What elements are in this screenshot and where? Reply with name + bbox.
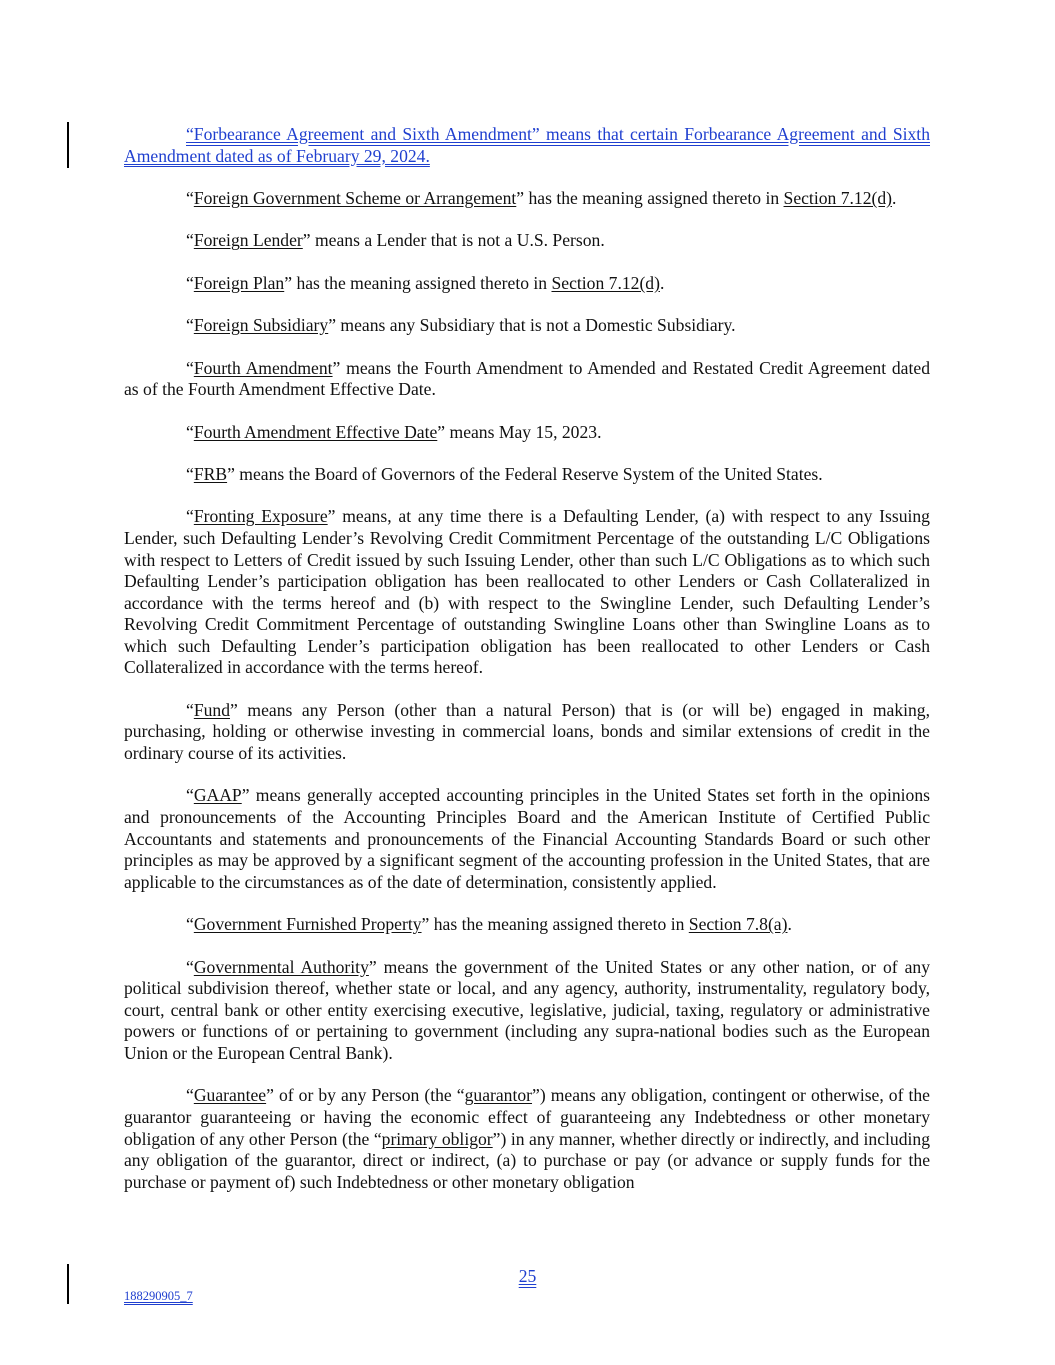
defined-term: Governmental Authority — [193, 956, 369, 977]
definition-text: “ — [186, 187, 194, 208]
definition-fund — [124, 700, 930, 765]
defined-term: Foreign Subsidiary — [193, 315, 329, 336]
definition-foreign-lender — [124, 230, 930, 252]
definition-text: ”) in any manner, whether directly or indirectly, and including any obligation of the guarantor, direct or indirect, (a) to purchase or pay (or advance or supply funds for the purchase or payment of) such Indebtedness or other monetary obligation — [124, 1128, 931, 1192]
definition-text: . — [787, 914, 792, 935]
definition-text: ” means May 15, 2023. — [437, 421, 602, 442]
definition-text: ” means any Person (other than a natural Person) that is (or will be) engaged in making, purchasing, holding or otherwise investing in commercial loans, bonds and similar extensions of credit in the ordinary course of its activities. — [124, 699, 930, 764]
definition-text: “ — [186, 421, 194, 442]
defined-term: Fronting Exposure — [193, 506, 328, 527]
defined-term: Foreign Government Scheme or Arrangement — [193, 187, 517, 208]
definition-text: “ — [186, 230, 194, 251]
definition-text: ” means the Fourth Amendment to Amended and Restated Credit Agreement dated as of the Fourth Amendment Effective Date. — [124, 357, 930, 400]
definition-text: ” means, at any time there is a Defaulting Lender, (a) with respect to any Issuing Lender, such Defaulting Lender’s Revolving Credit Commitment Percentage of the outstanding L/C Obligations with respect to Letters of Credit issued by such Issuing Lender, other than such L/C Obligations as to which such Defaulting Lender’s participation obligation has been reallocated to other Lenders or Cash Collateralized in accordance with the terms hereof and (b) with respect to the Swingline Lender, such Defaulting Lender’s Revolving Credit Commitment Percentage of outstanding Swingline Loans other than Swingline Loans as to which such Defaulting Lender’s participation obligation has been reallocated to other Lenders or Cash Collateralized in accordance with the terms hereof. — [124, 506, 930, 678]
defined-term: Fourth Amendment — [193, 357, 333, 378]
definition-text: ” means the Board of Governors of the Federal Reserve System of the United States. — [227, 463, 823, 484]
definition-guarantee — [124, 1085, 930, 1193]
definition-text: “ — [186, 506, 194, 527]
definition-text: “ — [186, 315, 194, 336]
definition-text: “ — [186, 1085, 194, 1106]
definition-fourth-amendment-effective-date — [124, 422, 930, 444]
defined-term: Section 7.12(d) — [551, 272, 660, 293]
definition-text: “Forbearance Agreement and Sixth Amendment” means that certain Forbearance Agreement and Sixth Amendment dated as of February 29, 2024. — [124, 124, 930, 166]
definition-frb — [124, 464, 930, 486]
definitions-body — [124, 124, 930, 1214]
document-id: 188290905_7 — [124, 1289, 193, 1303]
definition-text: . — [892, 187, 897, 208]
definition-text: “ — [186, 357, 194, 378]
defined-term: Section 7.12(d) — [783, 187, 893, 208]
definition-government-furnished-property — [124, 914, 930, 936]
definition-text: ” means any Subsidiary that is not a Domestic Subsidiary. — [328, 315, 736, 336]
page-number: 25 — [518, 1266, 537, 1286]
defined-term: primary obligor — [381, 1128, 493, 1149]
defined-term: Government Furnished Property — [193, 914, 422, 935]
definition-text: “ — [186, 785, 194, 806]
definition-text: “ — [186, 699, 194, 720]
definition-foreign-plan — [124, 273, 930, 295]
change-bar-top — [67, 122, 69, 168]
defined-term: FRB — [193, 463, 228, 484]
definition-text: “ — [186, 463, 194, 484]
definition-text: ” of or by any Person (the “ — [266, 1085, 465, 1106]
definition-text: ” has the meaning assigned thereto in — [284, 272, 552, 293]
defined-term: Foreign Lender — [193, 230, 303, 251]
defined-term: GAAP — [193, 785, 242, 806]
definition-governmental-authority — [124, 957, 930, 1065]
defined-term: Fund — [193, 699, 230, 720]
defined-term: Fourth Amendment Effective Date — [193, 421, 438, 442]
defined-term: Section 7.8(a) — [688, 914, 788, 935]
definition-text: ”) means any obligation, contingent or otherwise, of the guarantor guaranteeing or having the economic effect of guaranteeing any Indebtedness or other monetary obligation of any other Person (the “ — [124, 1085, 930, 1149]
definition-fronting-exposure — [124, 506, 930, 679]
defined-term: Foreign Plan — [193, 272, 285, 293]
definition-foreign-government-scheme — [124, 188, 930, 210]
definition-text: “ — [186, 956, 194, 977]
definition-forbearance — [124, 124, 930, 167]
defined-term: Guarantee — [193, 1085, 267, 1106]
definition-text: “ — [186, 914, 194, 935]
definition-text: ” has the meaning assigned thereto in — [421, 914, 689, 935]
definition-gaap — [124, 785, 930, 893]
defined-term: guarantor — [464, 1085, 533, 1106]
definition-text: . — [659, 272, 665, 293]
definition-text: ” means a Lender that is not a U.S. Person. — [302, 230, 605, 251]
definition-text: ” has the meaning assigned thereto in — [516, 187, 784, 208]
definition-text: “ — [186, 272, 194, 293]
definition-text: ” means generally accepted accounting principles in the United States set forth in the opinions and pronouncements of the Accounting Principles Board and the American Institute of Certified Public Accountants and statements and pronouncements of the Financial Accounting Standards Board or such other principles as may be approved by a significant segment of the accounting profession in the United States, that are applicable to the circumstances as of the date of determination, consistently applied. — [124, 785, 930, 892]
definition-text: ” means the government of the United States or any other nation, or of any political subdivision thereof, whether state or local, and any agency, authority, instrumentality, regulatory body, court, central bank or other entity exercising executive, legislative, judicial, taxing, regulatory or administrative powers or functions of or pertaining to government (including any supra-national bodies such as the European Union or the European Central Bank). — [124, 956, 931, 1063]
definition-foreign-subsidiary — [124, 315, 930, 337]
definition-fourth-amendment — [124, 358, 930, 401]
